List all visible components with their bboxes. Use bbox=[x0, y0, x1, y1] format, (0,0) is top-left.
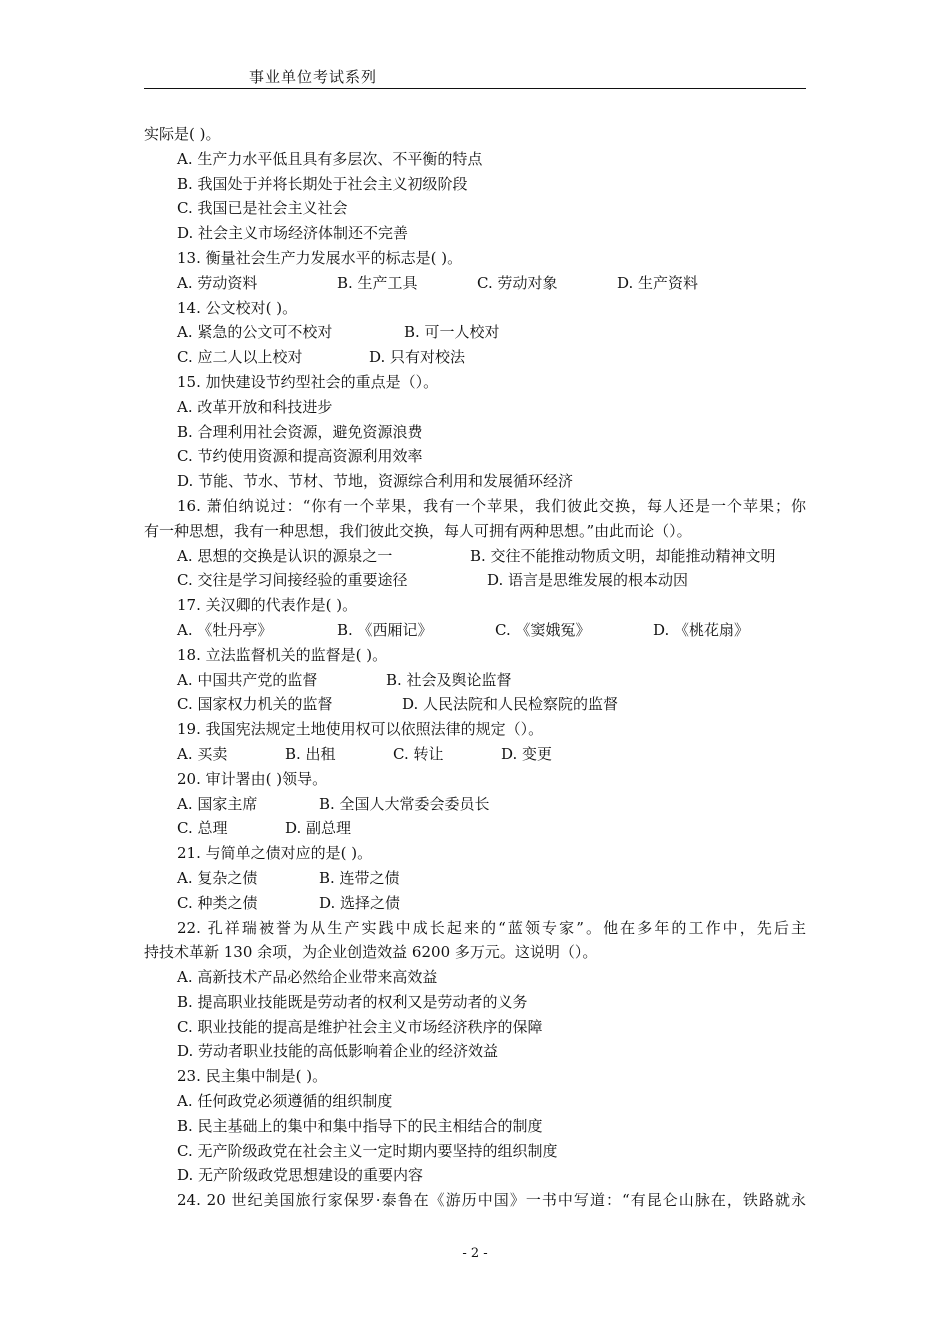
option: B. 生产工具 bbox=[337, 273, 418, 292]
options-20a bbox=[144, 792, 806, 817]
option: B. 《西厢记》 bbox=[337, 620, 433, 639]
option: B. 全国人大常委会委员长 bbox=[319, 794, 490, 813]
options-14a bbox=[144, 320, 806, 345]
option: C. 种类之债 bbox=[177, 893, 258, 912]
question-20: 20. 审计署由( )领导。 bbox=[177, 769, 328, 788]
option-line: A. 生产力水平低且具有多层次、不平衡的特点 bbox=[177, 149, 483, 168]
option: A. 复杂之债 bbox=[177, 868, 258, 887]
page-number: - 2 - bbox=[462, 1246, 488, 1261]
option: D. 语言是思维发展的根本动因 bbox=[487, 571, 689, 590]
question-18: 18. 立法监督机关的监督是( )。 bbox=[177, 645, 388, 664]
option-line: B. 民主基础上的集中和集中指导下的民主相结合的制度 bbox=[177, 1116, 543, 1135]
option: C. 应二人以上校对 bbox=[177, 348, 303, 367]
question-19: 19. 我国宪法规定土地使用权可以依照法律的规定（）。 bbox=[177, 720, 544, 739]
question-21: 21. 与简单之债对应的是( )。 bbox=[177, 844, 373, 863]
option-line: D. 劳动者职业技能的高低影响着企业的经济效益 bbox=[177, 1042, 499, 1061]
options-19 bbox=[144, 742, 806, 767]
options-16b bbox=[144, 568, 806, 593]
option-line: D. 无产阶级政党思想建设的重要内容 bbox=[177, 1166, 424, 1185]
option-line: B. 提高职业技能既是劳动者的权利又是劳动者的义务 bbox=[177, 992, 528, 1011]
options-13 bbox=[144, 271, 806, 296]
question-22-line1: 22. 孔祥瑞被誉为从生产实践中成长起来的“蓝领专家”。他在多年的工作中，先后主 bbox=[177, 918, 806, 937]
question-14: 14. 公文校对( )。 bbox=[177, 298, 298, 317]
option: B. 交往不能推动物质文明，却能推动精神文明 bbox=[470, 546, 776, 565]
options-18b bbox=[144, 692, 806, 717]
option-line: B. 合理利用社会资源，避免资源浪费 bbox=[177, 422, 423, 441]
option: C. 总理 bbox=[177, 819, 228, 838]
options-21a bbox=[144, 866, 806, 891]
question-24-line1: 24. 20 世纪美国旅行家保罗·泰鲁在《游历中国》一书中写道：“有昆仑山脉在，铁路就永 bbox=[177, 1191, 806, 1210]
option: B. 可一人校对 bbox=[404, 323, 500, 342]
option: D. 人民法院和人民检察院的监督 bbox=[402, 695, 619, 714]
options-21b bbox=[144, 891, 806, 916]
option-line: A. 任何政党必须遵循的组织制度 bbox=[177, 1092, 393, 1111]
option-line: C. 我国已是社会主义社会 bbox=[177, 199, 348, 218]
option-line: A. 改革开放和科技进步 bbox=[177, 397, 333, 416]
page-content bbox=[144, 122, 806, 1213]
question-16-line1: 16. 萧伯纳说过：“你有一个苹果，我有一个苹果，我们彼此交换，每人还是一个苹果；你 bbox=[177, 496, 806, 515]
option-line: B. 我国处于并将长期处于社会主义初级阶段 bbox=[177, 174, 468, 193]
options-14b bbox=[144, 345, 806, 370]
question-17: 17. 关汉卿的代表作是( )。 bbox=[177, 596, 358, 615]
option: D. 选择之债 bbox=[319, 893, 401, 912]
option: C. 《窦娥冤》 bbox=[495, 620, 591, 639]
option-line: A. 高新技术产品必然给企业带来高效益 bbox=[177, 968, 438, 987]
question-15: 15. 加快建设节约型社会的重点是（）。 bbox=[177, 372, 439, 391]
option: D. 生产资料 bbox=[617, 273, 699, 292]
option-line: C. 无产阶级政党在社会主义一定时期内要坚持的组织制度 bbox=[177, 1141, 558, 1160]
page-header bbox=[144, 64, 806, 89]
option: C. 交往是学习间接经验的重要途径 bbox=[177, 571, 408, 590]
option: B. 连带之债 bbox=[319, 868, 400, 887]
option: C. 转让 bbox=[393, 744, 444, 763]
option: A. 思想的交换是认识的源泉之一 bbox=[177, 546, 393, 565]
option: B. 出租 bbox=[285, 744, 336, 763]
option: A. 《牡丹亭》 bbox=[177, 620, 273, 639]
question-13: 13. 衡量社会生产力发展水平的标志是( )。 bbox=[177, 248, 463, 267]
option: D. 《桃花扇》 bbox=[653, 620, 750, 639]
option: D. 副总理 bbox=[285, 819, 352, 838]
option: A. 中国共产党的监督 bbox=[177, 670, 318, 689]
option: C. 劳动对象 bbox=[477, 273, 558, 292]
options-17 bbox=[144, 618, 806, 643]
header-title: 事业单位考试系列 bbox=[249, 68, 378, 86]
option-line: C. 职业技能的提高是维护社会主义市场经济秩序的保障 bbox=[177, 1017, 543, 1036]
options-16a bbox=[144, 544, 806, 569]
option: A. 劳动资料 bbox=[177, 273, 258, 292]
option: D. 只有对校法 bbox=[369, 348, 466, 367]
question-16-line2: 有一种思想，我有一种思想，我们彼此交换，每人可拥有两种思想。”由此而论（）。 bbox=[144, 521, 692, 540]
text-line: 实际是( )。 bbox=[144, 125, 221, 143]
options-18a bbox=[144, 668, 806, 693]
option: A. 紧急的公文可不校对 bbox=[177, 323, 333, 342]
option: D. 变更 bbox=[501, 744, 553, 763]
option: C. 国家权力机关的监督 bbox=[177, 695, 333, 714]
option-line: D. 节能、节水、节材、节地，资源综合利用和发展循环经济 bbox=[177, 472, 574, 491]
question-23: 23. 民主集中制是( )。 bbox=[177, 1067, 328, 1086]
option: A. 国家主席 bbox=[177, 794, 258, 813]
option-line: D. 社会主义市场经济体制还不完善 bbox=[177, 224, 409, 243]
option: B. 社会及舆论监督 bbox=[386, 670, 512, 689]
option-line: C. 节约使用资源和提高资源利用效率 bbox=[177, 447, 423, 466]
options-20b bbox=[144, 816, 806, 841]
question-22-line2: 持技术革新 130 余项，为企业创造效益 6200 多万元。这说明（）。 bbox=[144, 943, 598, 962]
option: A. 买卖 bbox=[177, 744, 228, 763]
